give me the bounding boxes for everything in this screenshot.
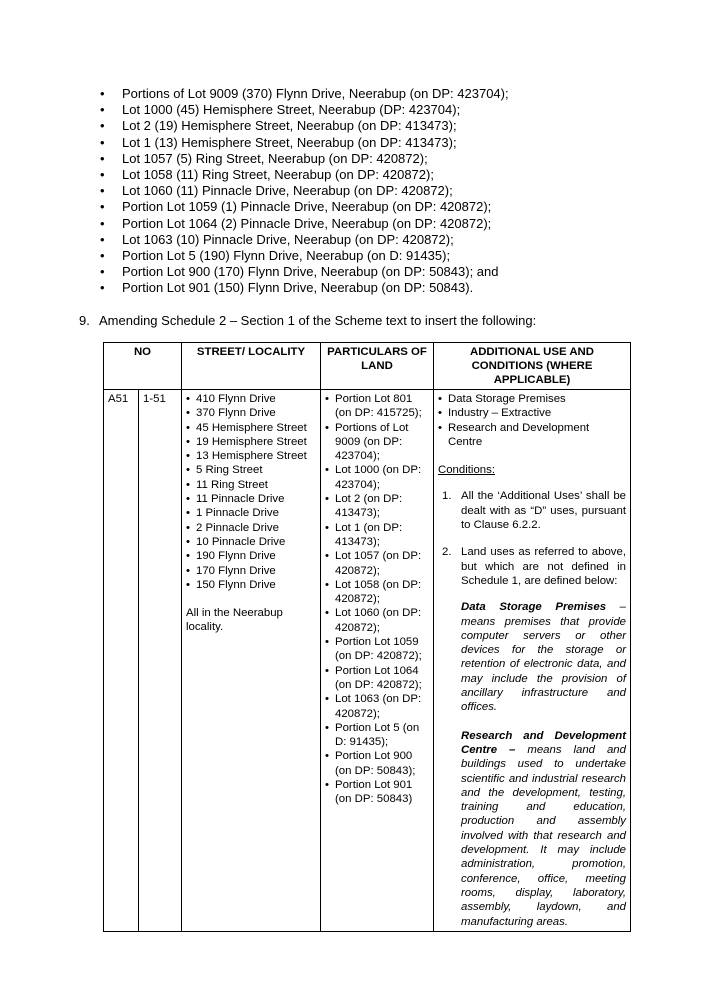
particular-item: • Lot 1058 (on DP: 420872); xyxy=(325,578,429,607)
definition xyxy=(461,600,626,714)
header-no: NO xyxy=(104,343,182,390)
item-9 xyxy=(79,313,536,329)
particular-item: • Lot 1 (on DP: 413473); xyxy=(325,521,429,550)
particular-item: • Portion Lot 901 (on DP: 50843) xyxy=(325,778,429,807)
definitions xyxy=(438,600,626,929)
particular-item: • Portion Lot 900 (on DP: 50843); xyxy=(325,749,429,778)
list-item: • Lot 1057 (5) Ring Street, Neerabup (on DP: 420872); xyxy=(100,151,509,167)
condition-text: Land uses as referred to above, but which are not defined in Schedule 1, are defined below: xyxy=(461,546,626,587)
particular-item: • Lot 2 (on DP: 413473); xyxy=(325,492,429,521)
item-number: 9. xyxy=(79,313,90,328)
street-list xyxy=(186,392,316,592)
table-header-row xyxy=(104,343,631,390)
street-item: • 45 Hemisphere Street xyxy=(186,421,316,435)
particular-item: • Lot 1057 (on DP: 420872); xyxy=(325,549,429,578)
condition-number: 1. xyxy=(442,490,452,503)
list-item: • Portion Lot 901 (150) Flynn Drive, Neerabup (on DP: 50843). xyxy=(100,280,509,296)
street-item: • 11 Pinnacle Drive xyxy=(186,492,316,506)
definition-term: Data Storage Premises xyxy=(461,601,607,614)
cell-no: A51 xyxy=(104,390,139,932)
list-item: • Portion Lot 1064 (2) Pinnacle Drive, Neerabup (on DP: 420872); xyxy=(100,216,509,232)
street-item: • 10 Pinnacle Drive xyxy=(186,535,316,549)
particular-item: • Lot 1063 (on DP: 420872); xyxy=(325,692,429,721)
particular-item: • Portion Lot 1064 (on DP: 420872); xyxy=(325,664,429,693)
street-item: • 13 Hemisphere Street xyxy=(186,449,316,463)
particular-item: • Portion Lot 801 (on DP: 415725); xyxy=(325,392,429,421)
condition-item xyxy=(438,489,626,532)
lot-bullet-list xyxy=(100,86,509,297)
street-item: • 19 Hemisphere Street xyxy=(186,435,316,449)
list-item: • Portion Lot 5 (190) Flynn Drive, Neerabup (on D: 91435); xyxy=(100,248,509,264)
street-item: • 190 Flynn Drive xyxy=(186,549,316,563)
street-item: • 370 Flynn Drive xyxy=(186,406,316,420)
definition xyxy=(461,729,626,929)
list-item: • Portion Lot 1059 (1) Pinnacle Drive, Neerabup (on DP: 420872); xyxy=(100,199,509,215)
street-item: • 170 Flynn Drive xyxy=(186,564,316,578)
definition-text: – means premises that provide computer servers or other devices for the storage or retention of electronic data, and may include the provision of ancillary infrastructure and offices. xyxy=(461,601,626,714)
particulars-list xyxy=(325,392,429,807)
list-item: • Lot 2 (19) Hemisphere Street, Neerabup (on DP: 413473); xyxy=(100,118,509,134)
header-particulars: PARTICULARS OF LAND xyxy=(321,343,434,390)
use-item: • Industry – Extractive xyxy=(438,406,626,420)
list-item: • Lot 1063 (10) Pinnacle Drive, Neerabup (on DP: 420872); xyxy=(100,232,509,248)
use-item: • Research and Development Centre xyxy=(438,421,626,450)
particular-item: • Portion Lot 1059 (on DP: 420872); xyxy=(325,635,429,664)
list-item: • Lot 1058 (11) Ring Street, Neerabup (on DP: 420872); xyxy=(100,167,509,183)
conditions-list xyxy=(438,489,626,588)
street-item: • 11 Ring Street xyxy=(186,478,316,492)
list-item: • Portion Lot 900 (170) Flynn Drive, Neerabup (on DP: 50843); and xyxy=(100,264,509,280)
particular-item: • Lot 1000 (on DP: 423704); xyxy=(325,463,429,492)
street-item: • 150 Flynn Drive xyxy=(186,578,316,592)
condition-item xyxy=(438,545,626,588)
cell-ref: 1-51 xyxy=(139,390,182,932)
header-additional: ADDITIONAL USE AND CONDITIONS (WHERE APPLICABLE) xyxy=(434,343,631,390)
locality-note: All in the Neerabup locality. xyxy=(186,607,283,634)
item-text: Amending Schedule 2 – Section 1 of the Scheme text to insert the following: xyxy=(99,313,537,328)
list-item: • Lot 1 (13) Hemisphere Street, Neerabup (on DP: 413473); xyxy=(100,135,509,151)
condition-text: All the ‘Additional Uses’ shall be dealt with as “D” uses, pursuant to Clause 6.2.2. xyxy=(461,490,626,532)
definition-text: means land and buildings used to undertake scientific and industrial research and the development, testing, training and education, production and assembly involved with that research and development. It may include administration, promotion, conference, office, meeting rooms, display, laboratory, assembly, laydown, and manufacturing areas. xyxy=(461,743,626,928)
list-item: • Portions of Lot 9009 (370) Flynn Drive, Neerabup (on DP: 423704); xyxy=(100,86,509,102)
schedule-table xyxy=(103,342,631,932)
particular-item: • Portions of Lot 9009 (on DP: 423704); xyxy=(325,421,429,464)
cell-additional xyxy=(434,390,631,932)
uses-list xyxy=(438,392,626,449)
header-street: STREET/ LOCALITY xyxy=(182,343,321,390)
street-item: • 410 Flynn Drive xyxy=(186,392,316,406)
use-item: • Data Storage Premises xyxy=(438,392,626,406)
list-item: • Lot 1060 (11) Pinnacle Drive, Neerabup (on DP: 420872); xyxy=(100,183,509,199)
cell-particulars xyxy=(321,390,434,932)
street-item: • 5 Ring Street xyxy=(186,463,316,477)
particular-item: • Portion Lot 5 (on D: 91435); xyxy=(325,721,429,750)
street-item: • 2 Pinnacle Drive xyxy=(186,521,316,535)
particular-item: • Lot 1060 (on DP: 420872); xyxy=(325,606,429,635)
street-item: • 1 Pinnacle Drive xyxy=(186,506,316,520)
table-row xyxy=(104,390,631,932)
condition-number: 2. xyxy=(442,546,452,559)
conditions-heading: Conditions: xyxy=(438,464,495,477)
cell-street xyxy=(182,390,321,932)
definition-term: Research and Development Centre – xyxy=(461,729,626,756)
list-item: • Lot 1000 (45) Hemisphere Street, Neerabup (DP: 423704); xyxy=(100,102,509,118)
